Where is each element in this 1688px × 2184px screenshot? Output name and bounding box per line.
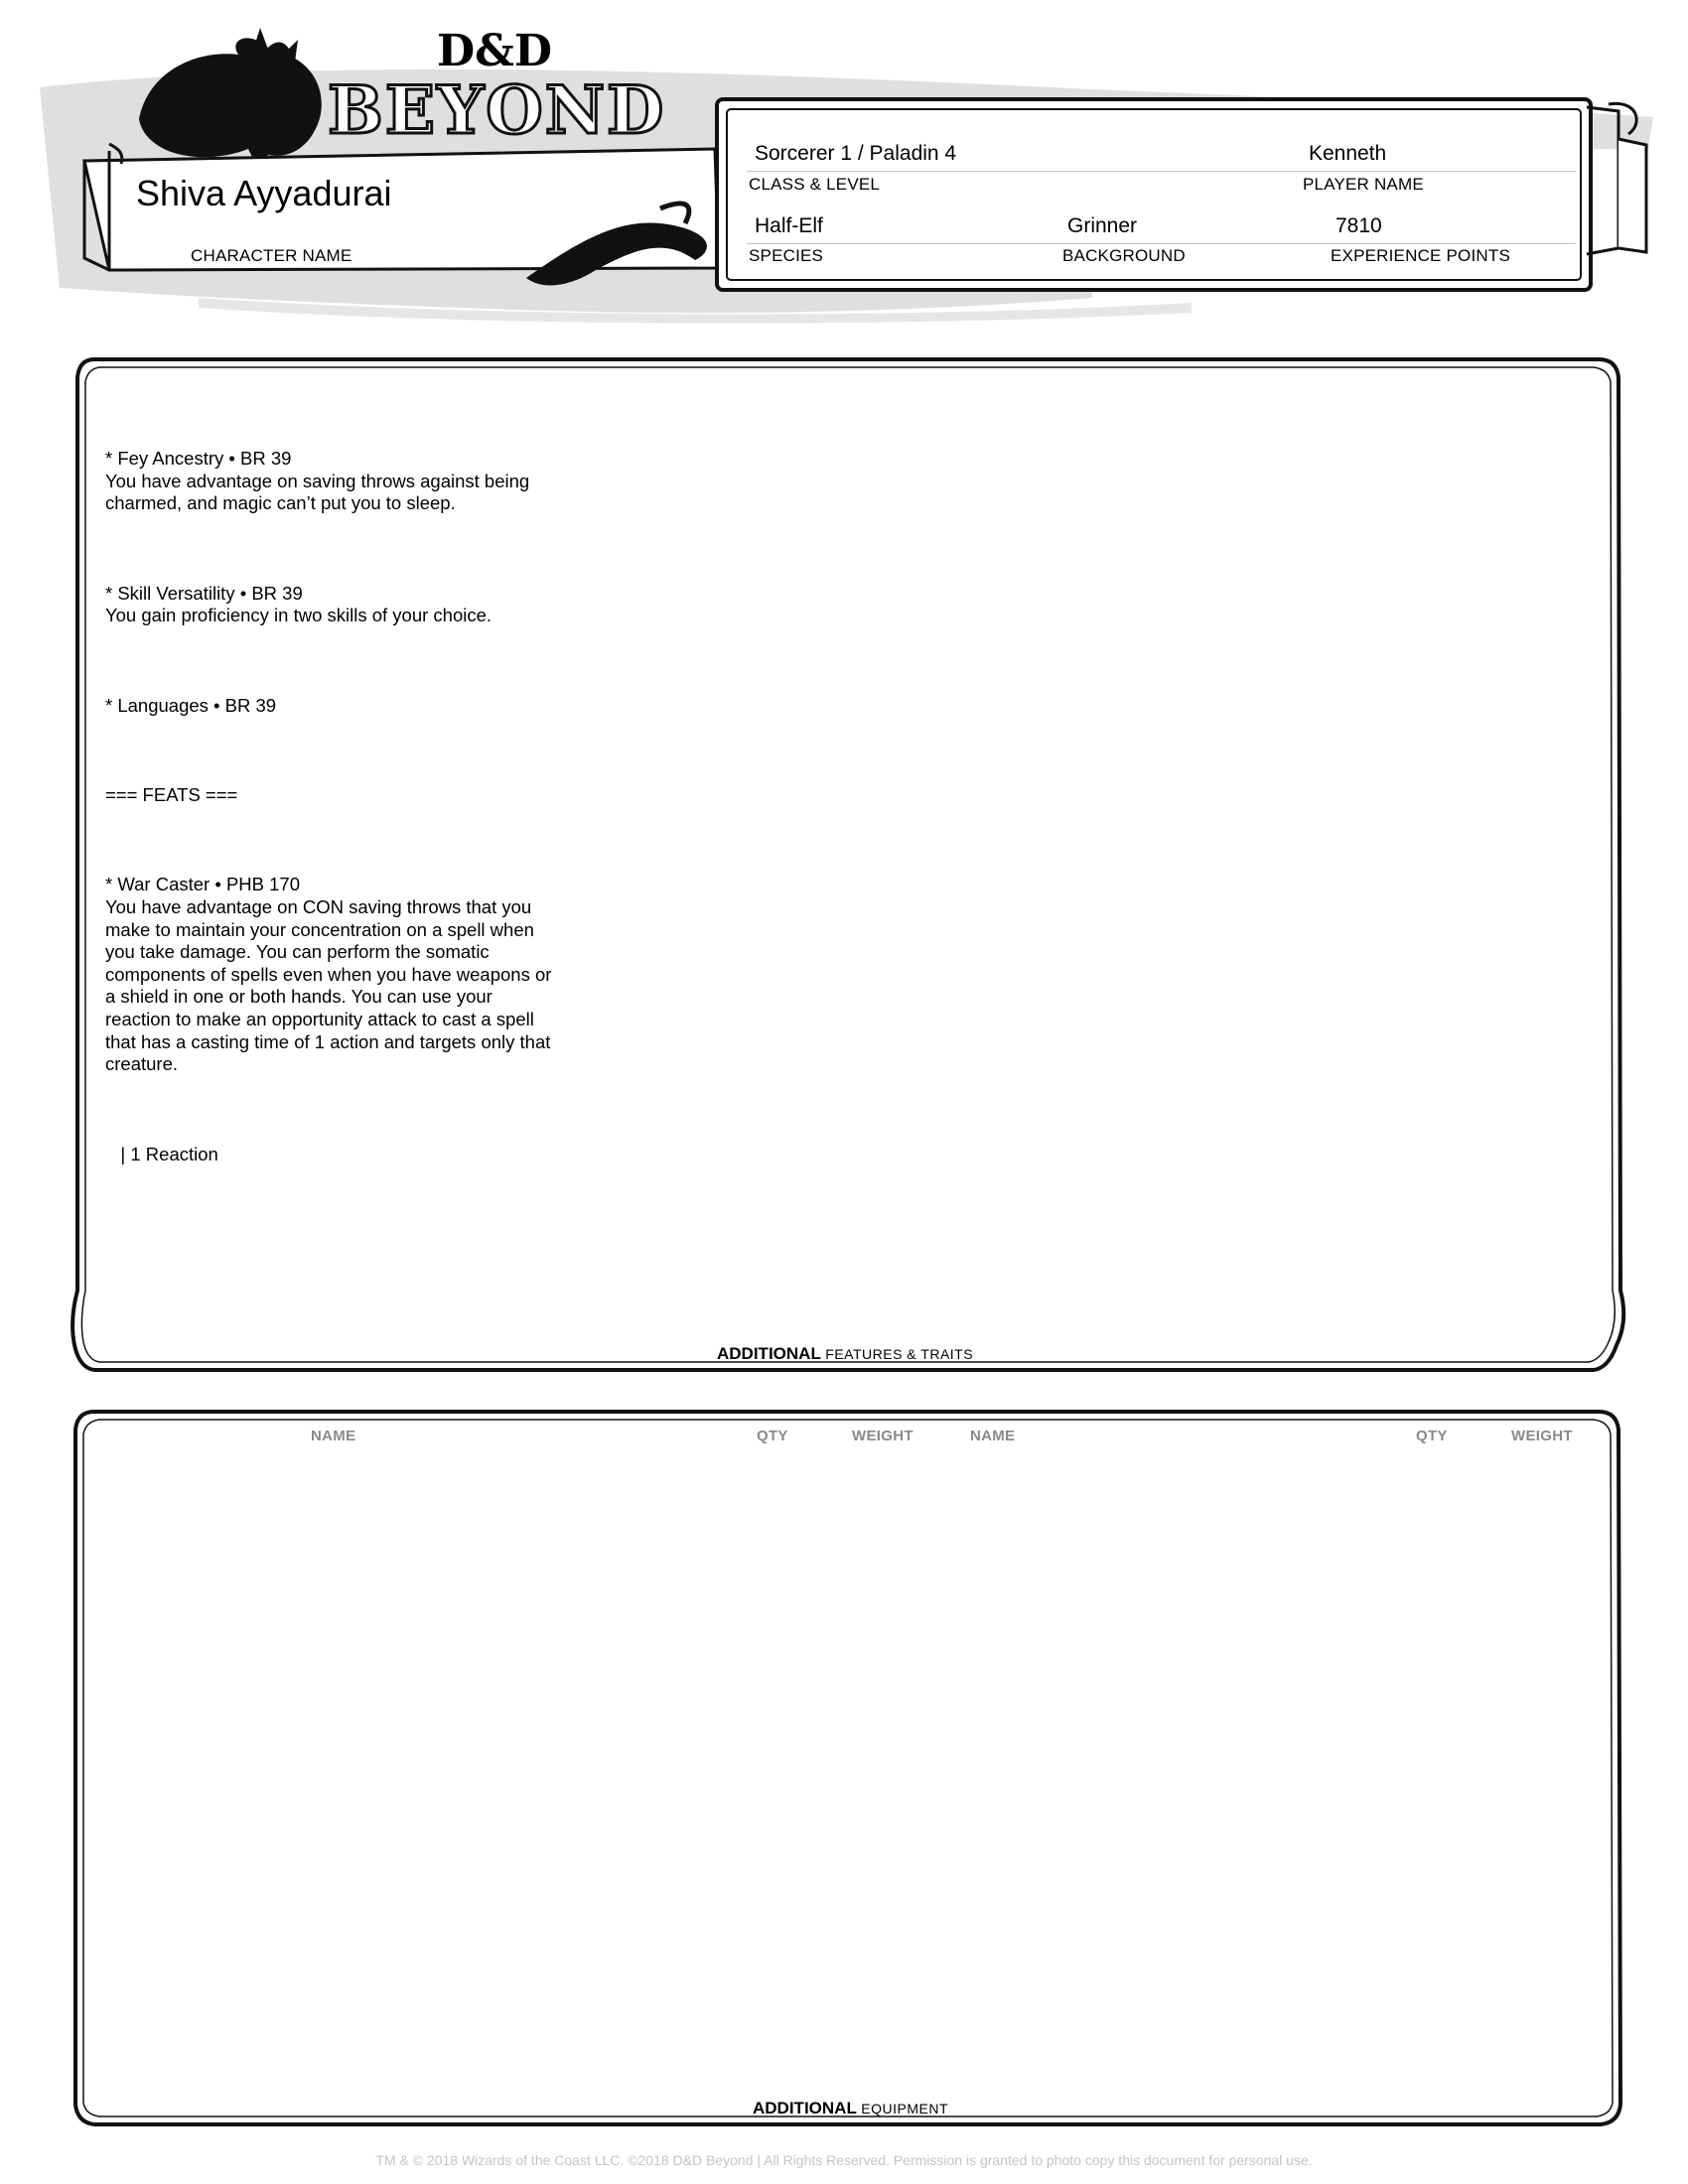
feat-war-caster: * War Caster • PHB 170 You have advantage on CON saving throws that you make to maintain your concentration on a spell when you take damage. You can perform the somatic components of spells even when you have weapons or a shield in one or both hands. You can use your reaction to make an opportunity attack to cast a spell that has a casting time of 1 action and targets only that creature. <box>105 874 552 1075</box>
class-level-label: CLASS & LEVEL <box>749 175 881 194</box>
feats-heading: === FEATS === <box>105 784 238 806</box>
equipment-col-qty-2: QTY <box>1416 1428 1448 1444</box>
character-name-label: CHARACTER NAME <box>191 246 352 265</box>
background-value: Grinner <box>1067 214 1138 237</box>
features-title-small: FEATURES & TRAITS <box>825 1346 974 1362</box>
features-title-strong: ADDITIONAL <box>717 1344 821 1363</box>
feat-war-caster-action: | 1 Reaction <box>105 1143 218 1164</box>
player-name-value: Kenneth <box>1309 142 1387 165</box>
equipment-col-name-1: NAME <box>311 1428 356 1444</box>
equipment-col-name-2: NAME <box>970 1428 1016 1444</box>
logo-beyond: BEYOND <box>328 71 666 149</box>
character-name: Shiva Ayyadurai <box>136 173 392 213</box>
features-traits-title <box>717 1344 973 1364</box>
feature-languages: * Languages • BR 39 <box>105 694 277 716</box>
equipment-title <box>753 2099 948 2118</box>
equipment-title-strong: ADDITIONAL <box>753 2099 857 2117</box>
experience-points-value: 7810 <box>1336 214 1382 237</box>
feature-fey-ancestry: * Fey Ancestry • BR 39 You have advantage on saving throws against being charmed, and magic can’t put you to sleep. <box>105 448 530 514</box>
copyright-footer: TM & © 2018 Wizards of the Coast LLC. ©2018 D&D Beyond | All Rights Reserved. Permission is granted to photo copy this document for personal use. <box>375 2152 1313 2168</box>
species-label: SPECIES <box>749 246 824 265</box>
equipment-col-weight-1: WEIGHT <box>852 1428 914 1444</box>
class-level-value: Sorcerer 1 / Paladin 4 <box>755 142 957 165</box>
player-name-label: PLAYER NAME <box>1303 175 1424 194</box>
equipment-col-weight-2: WEIGHT <box>1511 1428 1573 1444</box>
background-label: BACKGROUND <box>1062 246 1186 265</box>
logo-dnd: D&D <box>437 26 553 76</box>
experience-points-label: EXPERIENCE POINTS <box>1331 246 1510 265</box>
features-traits-content <box>105 403 582 1188</box>
equipment-col-qty-1: QTY <box>757 1428 788 1444</box>
feature-skill-versatility: * Skill Versatility • BR 39 You gain proficiency in two skills of your choice. <box>105 582 492 626</box>
species-value: Half-Elf <box>755 214 823 237</box>
equipment-title-small: EQUIPMENT <box>861 2101 949 2116</box>
